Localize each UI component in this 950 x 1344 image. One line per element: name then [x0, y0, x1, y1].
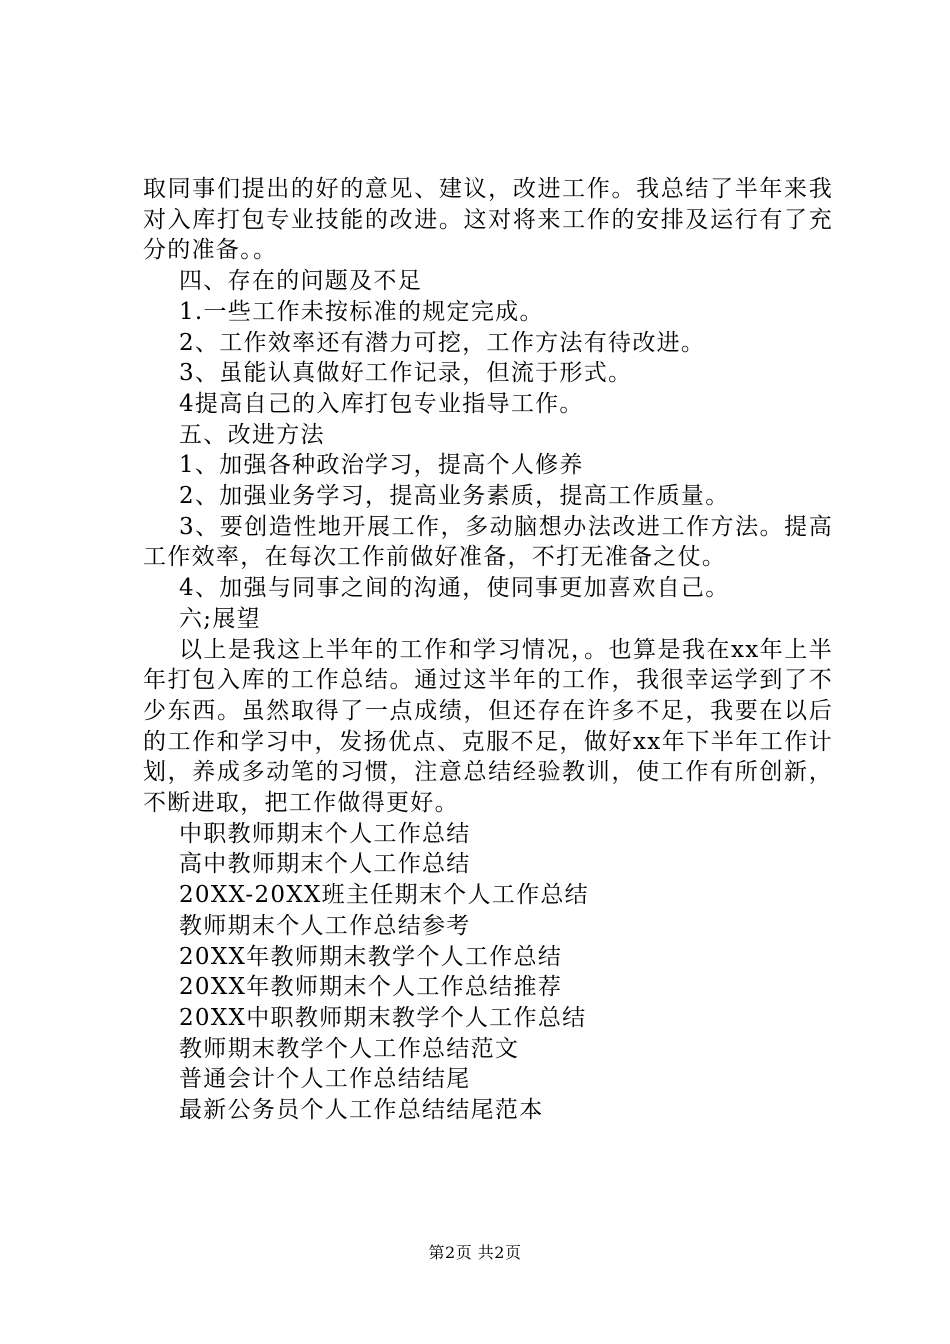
- related-title[interactable]: 20XX中职教师期末教学个人工作总结: [179, 1004, 587, 1031]
- related-title[interactable]: 20XX年教师期末教学个人工作总结: [179, 943, 563, 970]
- section-heading-outlook: 六;展望: [179, 605, 261, 632]
- improvement-item-4: 4、加强与同事之间的沟通，使同事更加喜欢自己。: [179, 575, 730, 602]
- problem-item-2: 2、工作效率还有潜力可挖，工作方法有待改进。: [179, 329, 706, 356]
- related-title[interactable]: 最新公务员个人工作总结结尾范本: [179, 1097, 544, 1124]
- problem-item-4: 4提高自己的入库打包专业指导工作。: [179, 390, 584, 417]
- improvement-item-3: 3、要创造性地开展工作，多动脑想办法改进工作方法。提高工作效率，在每次工作前做好准备，不打无准备之仗。: [143, 513, 833, 571]
- related-title[interactable]: 高中教师期末个人工作总结: [179, 851, 471, 878]
- outlook-paragraph: 以上是我这上半年的工作和学习情况，。也算是我在xx年上半年打包入库的工作总结。通过这半年的工作，我很幸运学到了不少东西。虽然取得了一点成绩，但还存在许多不足，我要在以后的工作和学习中，发扬优点、克服不足，做好xx年下半年工作计划，养成多动笔的习惯，注意总结经验教训，使工作有所创新，不断进取，把工作做得更好。: [143, 636, 833, 817]
- related-title[interactable]: 普通会计个人工作总结结尾: [179, 1066, 471, 1093]
- related-title[interactable]: 教师期末教学个人工作总结范文: [179, 1035, 520, 1062]
- related-title[interactable]: 教师期末个人工作总结参考: [179, 912, 471, 939]
- section-heading-improvements: 五、改进方法: [179, 421, 325, 448]
- problem-item-1: 1.一些工作未按标准的规定完成。: [179, 298, 544, 325]
- related-titles-list: [143, 819, 833, 1126]
- related-title[interactable]: 20XX-20XX班主任期末个人工作总结: [179, 882, 589, 909]
- paragraph-continuation: 取同事们提出的好的意见、建议，改进工作。我总结了半年来我对入库打包专业技能的改进。这对将来工作的安排及运行有了充分的准备。。: [143, 176, 833, 264]
- document-body: [143, 174, 833, 1126]
- related-title[interactable]: 中职教师期末个人工作总结: [179, 820, 471, 847]
- improvement-item-2: 2、加强业务学习，提高业务素质，提高工作质量。: [179, 483, 730, 510]
- section-heading-problems: 四、存在的问题及不足: [179, 268, 422, 295]
- related-title[interactable]: 20XX年教师期末个人工作总结推荐: [179, 974, 563, 1001]
- page-footer: 第2页 共2页: [428, 1243, 522, 1262]
- improvement-item-1: 1、加强各种政治学习，提高个人修养: [179, 452, 584, 479]
- problem-item-3: 3、虽能认真做好工作记录，但流于形式。: [179, 360, 633, 387]
